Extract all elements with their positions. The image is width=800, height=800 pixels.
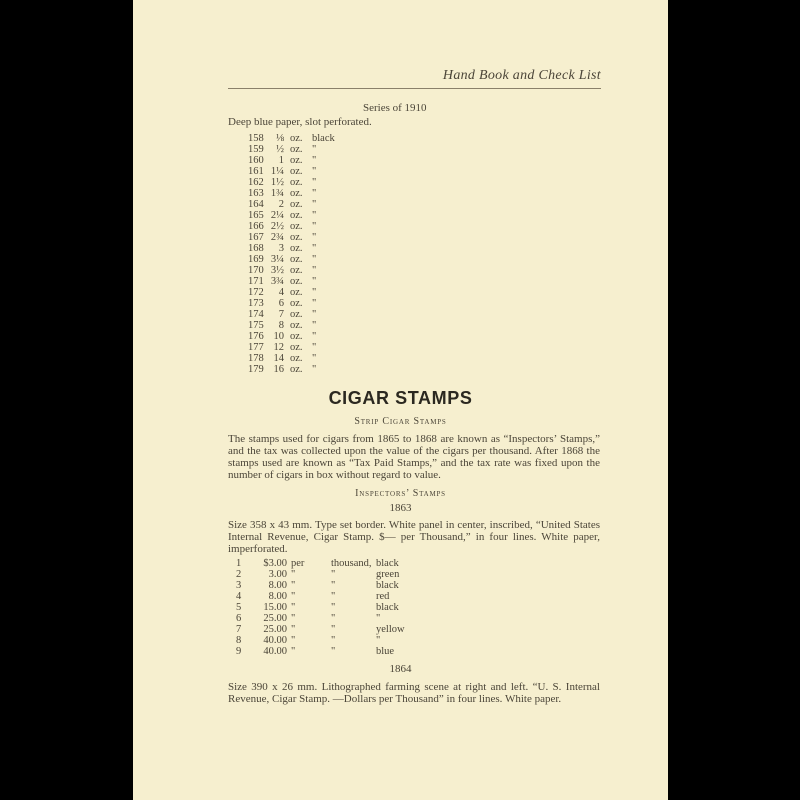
table-row bbox=[248, 199, 372, 210]
stamp-color: " bbox=[376, 613, 381, 624]
book-page bbox=[133, 0, 668, 800]
stamp-unit: oz. bbox=[290, 254, 303, 265]
stamp-unit: oz. bbox=[290, 353, 303, 364]
stamp-price: 8.00 bbox=[268, 580, 287, 591]
stamp-per: per bbox=[291, 558, 305, 569]
stamp-color: " bbox=[312, 364, 317, 375]
stamp-number: 8 bbox=[236, 635, 242, 646]
table-row bbox=[236, 602, 436, 613]
table-row bbox=[248, 309, 372, 320]
stamp-number: 158 bbox=[248, 133, 264, 144]
stamp-number: 175 bbox=[248, 320, 264, 331]
stamp-per: " bbox=[291, 624, 296, 635]
table-row bbox=[248, 155, 372, 166]
stamp-per: " bbox=[291, 613, 296, 624]
stamp-color: " bbox=[312, 155, 317, 166]
stamp-thousand: " bbox=[331, 580, 336, 591]
stamp-amount: 3¼ bbox=[270, 254, 284, 265]
stamp-color: " bbox=[312, 298, 317, 309]
stamp-number: 170 bbox=[248, 265, 264, 276]
table-row bbox=[248, 265, 372, 276]
stamp-thousand: thousand, bbox=[331, 558, 372, 569]
stamp-amount: 8 bbox=[278, 320, 284, 331]
table-row bbox=[248, 210, 372, 221]
table-row bbox=[248, 342, 372, 353]
stamp-number: 165 bbox=[248, 210, 264, 221]
stamp-color: " bbox=[312, 287, 317, 298]
table-row bbox=[248, 276, 372, 287]
stamp-amount: ⅛ bbox=[276, 133, 284, 144]
stamp-amount: 2½ bbox=[270, 221, 284, 232]
stamp-unit: oz. bbox=[290, 331, 303, 342]
stamp-color: " bbox=[312, 188, 317, 199]
stamp-unit: oz. bbox=[290, 210, 303, 221]
stamp-number: 1 bbox=[236, 558, 242, 569]
year-1863: 1863 bbox=[389, 502, 412, 514]
series-1910-table bbox=[248, 133, 372, 375]
intro-paragraph: The stamps used for cigars from 1865 to 1868 are known as “Inspectors’ Stamps,” and the tax was collected upon the value of the cigars per thousand. After 1868 the stamps used are known as “Tax Paid Stamps,” and the tax rate was fixed upon the number of cigars in box without regard to value. bbox=[228, 433, 600, 481]
stamp-unit: oz. bbox=[290, 199, 303, 210]
stamp-number: 7 bbox=[236, 624, 242, 635]
table-row bbox=[248, 188, 372, 199]
table-row bbox=[248, 353, 372, 364]
table-row bbox=[248, 364, 372, 375]
stamp-amount: 1½ bbox=[270, 177, 284, 188]
stamp-thousand: " bbox=[331, 624, 336, 635]
stamp-color: black bbox=[376, 558, 399, 569]
stamp-amount: 1¼ bbox=[270, 166, 284, 177]
stamp-color: " bbox=[312, 210, 317, 221]
running-head: Hand Book and Check List bbox=[442, 68, 601, 83]
stamp-color: " bbox=[312, 276, 317, 287]
inspectors-heading: Inspectors’ Stamps bbox=[355, 488, 446, 499]
stamp-number: 173 bbox=[248, 298, 264, 309]
stamp-color: " bbox=[312, 342, 317, 353]
stamp-unit: oz. bbox=[290, 155, 303, 166]
table-row bbox=[236, 613, 436, 624]
stamp-thousand: " bbox=[331, 613, 336, 624]
stamp-color: black bbox=[312, 133, 335, 144]
stamp-amount: 2¼ bbox=[270, 210, 284, 221]
stamp-unit: oz. bbox=[290, 243, 303, 254]
table-row bbox=[248, 243, 372, 254]
stamp-amount: 14 bbox=[273, 353, 284, 364]
stamp-number: 177 bbox=[248, 342, 264, 353]
stamp-amount: 12 bbox=[273, 342, 284, 353]
stamp-amount: 4 bbox=[278, 287, 284, 298]
stamp-color: " bbox=[312, 232, 317, 243]
stamp-color: yellow bbox=[376, 624, 405, 635]
stamp-amount: 2¾ bbox=[270, 232, 284, 243]
table-row bbox=[236, 646, 436, 657]
table-row bbox=[236, 591, 436, 602]
stamp-color: " bbox=[312, 265, 317, 276]
stamp-amount: ½ bbox=[276, 144, 284, 155]
stamp-unit: oz. bbox=[290, 265, 303, 276]
stamp-price: 25.00 bbox=[263, 613, 287, 624]
stamp-unit: oz. bbox=[290, 298, 303, 309]
stamp-color: black bbox=[376, 580, 399, 591]
stamp-color: " bbox=[312, 331, 317, 342]
stamp-price: 3.00 bbox=[268, 569, 287, 580]
stamp-price: 40.00 bbox=[263, 635, 287, 646]
stamp-amount: 3¾ bbox=[270, 276, 284, 287]
stamp-per: " bbox=[291, 580, 296, 591]
stamp-color: " bbox=[312, 243, 317, 254]
stamp-thousand: " bbox=[331, 602, 336, 613]
table-row bbox=[248, 144, 372, 155]
table-row bbox=[248, 221, 372, 232]
stamp-per: " bbox=[291, 646, 296, 657]
stamp-number: 166 bbox=[248, 221, 264, 232]
stamp-number: 4 bbox=[236, 591, 242, 602]
stamp-color: " bbox=[312, 166, 317, 177]
stamp-number: 169 bbox=[248, 254, 264, 265]
stamp-color: " bbox=[312, 177, 317, 188]
stamp-unit: oz. bbox=[290, 309, 303, 320]
stamp-number: 168 bbox=[248, 243, 264, 254]
stamp-price: $3.00 bbox=[263, 558, 287, 569]
inspectors-1863-table bbox=[236, 558, 436, 657]
stamp-number: 161 bbox=[248, 166, 264, 177]
stamp-thousand: " bbox=[331, 646, 336, 657]
table-row bbox=[248, 320, 372, 331]
stamp-thousand: " bbox=[331, 635, 336, 646]
stamp-color: red bbox=[376, 591, 390, 602]
table-row bbox=[236, 558, 436, 569]
stamp-price: 40.00 bbox=[263, 646, 287, 657]
stamp-unit: oz. bbox=[290, 133, 303, 144]
table-row bbox=[248, 133, 372, 144]
stamp-color: green bbox=[376, 569, 400, 580]
table-row bbox=[248, 166, 372, 177]
stamp-unit: oz. bbox=[290, 144, 303, 155]
table-row bbox=[236, 635, 436, 646]
stamp-number: 178 bbox=[248, 353, 264, 364]
stamp-unit: oz. bbox=[290, 166, 303, 177]
stamp-amount: 1¾ bbox=[270, 188, 284, 199]
stamp-unit: oz. bbox=[290, 287, 303, 298]
stamp-number: 6 bbox=[236, 613, 242, 624]
stamp-amount: 10 bbox=[273, 331, 284, 342]
desc-1864: Size 390 x 26 mm. Lithographed farming scene at right and left. “U. S. Internal Revenue, Cigar Stamp. —Dollars per Thousand” in four lines. White paper. bbox=[228, 681, 600, 705]
header-rule bbox=[228, 88, 601, 89]
stamp-number: 5 bbox=[236, 602, 242, 613]
strip-cigar-heading: Strip Cigar Stamps bbox=[354, 416, 447, 427]
desc-1863: Size 358 x 43 mm. Type set border. White panel in center, inscribed, “United States Internal Revenue, Cigar Stamp. $— per Thousand,” in four lines. White paper, imperforated. bbox=[228, 519, 600, 555]
table-row bbox=[236, 580, 436, 591]
stamp-unit: oz. bbox=[290, 320, 303, 331]
stamp-number: 162 bbox=[248, 177, 264, 188]
stamp-color: black bbox=[376, 602, 399, 613]
stamp-color: " bbox=[312, 199, 317, 210]
stamp-amount: 2 bbox=[278, 199, 284, 210]
stamp-color: " bbox=[312, 320, 317, 331]
stamp-color: " bbox=[376, 635, 381, 646]
stamp-amount: 3 bbox=[278, 243, 284, 254]
stamp-thousand: " bbox=[331, 569, 336, 580]
stamp-amount: 6 bbox=[278, 298, 284, 309]
table-row bbox=[248, 287, 372, 298]
table-row bbox=[236, 569, 436, 580]
stamp-number: 164 bbox=[248, 199, 264, 210]
stamp-unit: oz. bbox=[290, 232, 303, 243]
stamp-amount: 7 bbox=[278, 309, 284, 320]
table-row bbox=[248, 177, 372, 188]
stamp-number: 167 bbox=[248, 232, 264, 243]
stamp-unit: oz. bbox=[290, 276, 303, 287]
stamp-price: 15.00 bbox=[263, 602, 287, 613]
stamp-number: 9 bbox=[236, 646, 242, 657]
stamp-per: " bbox=[291, 602, 296, 613]
stamp-number: 160 bbox=[248, 155, 264, 166]
stamp-color: " bbox=[312, 221, 317, 232]
stamp-color: " bbox=[312, 309, 317, 320]
stamp-number: 174 bbox=[248, 309, 264, 320]
stamp-color: " bbox=[312, 353, 317, 364]
stamp-amount: 16 bbox=[273, 364, 284, 375]
stamp-thousand: " bbox=[331, 591, 336, 602]
stamp-unit: oz. bbox=[290, 364, 303, 375]
stamp-number: 159 bbox=[248, 144, 264, 155]
stamp-number: 171 bbox=[248, 276, 264, 287]
stamp-price: 25.00 bbox=[263, 624, 287, 635]
table-row bbox=[248, 232, 372, 243]
stamp-unit: oz. bbox=[290, 188, 303, 199]
stamp-amount: 1 bbox=[278, 155, 284, 166]
year-1864: 1864 bbox=[389, 663, 412, 675]
section-title: CIGAR STAMPS bbox=[328, 388, 473, 408]
stamp-per: " bbox=[291, 591, 296, 602]
stamp-unit: oz. bbox=[290, 342, 303, 353]
stamp-number: 172 bbox=[248, 287, 264, 298]
table-row bbox=[248, 331, 372, 342]
table-row bbox=[248, 254, 372, 265]
series-subheading: Deep blue paper, slot perforated. bbox=[228, 116, 372, 128]
stamp-number: 3 bbox=[236, 580, 242, 591]
stamp-per: " bbox=[291, 635, 296, 646]
stamp-amount: 3½ bbox=[270, 265, 284, 276]
table-row bbox=[236, 624, 436, 635]
series-heading: Series of 1910 bbox=[363, 102, 427, 114]
stamp-color: " bbox=[312, 254, 317, 265]
stamp-number: 179 bbox=[248, 364, 264, 375]
stamp-unit: oz. bbox=[290, 177, 303, 188]
stamp-color: " bbox=[312, 144, 317, 155]
stamp-number: 2 bbox=[236, 569, 242, 580]
stamp-per: " bbox=[291, 569, 296, 580]
table-row bbox=[248, 298, 372, 309]
stamp-price: 8.00 bbox=[268, 591, 287, 602]
stamp-number: 176 bbox=[248, 331, 264, 342]
stamp-number: 163 bbox=[248, 188, 264, 199]
stamp-unit: oz. bbox=[290, 221, 303, 232]
stamp-color: blue bbox=[376, 646, 395, 657]
